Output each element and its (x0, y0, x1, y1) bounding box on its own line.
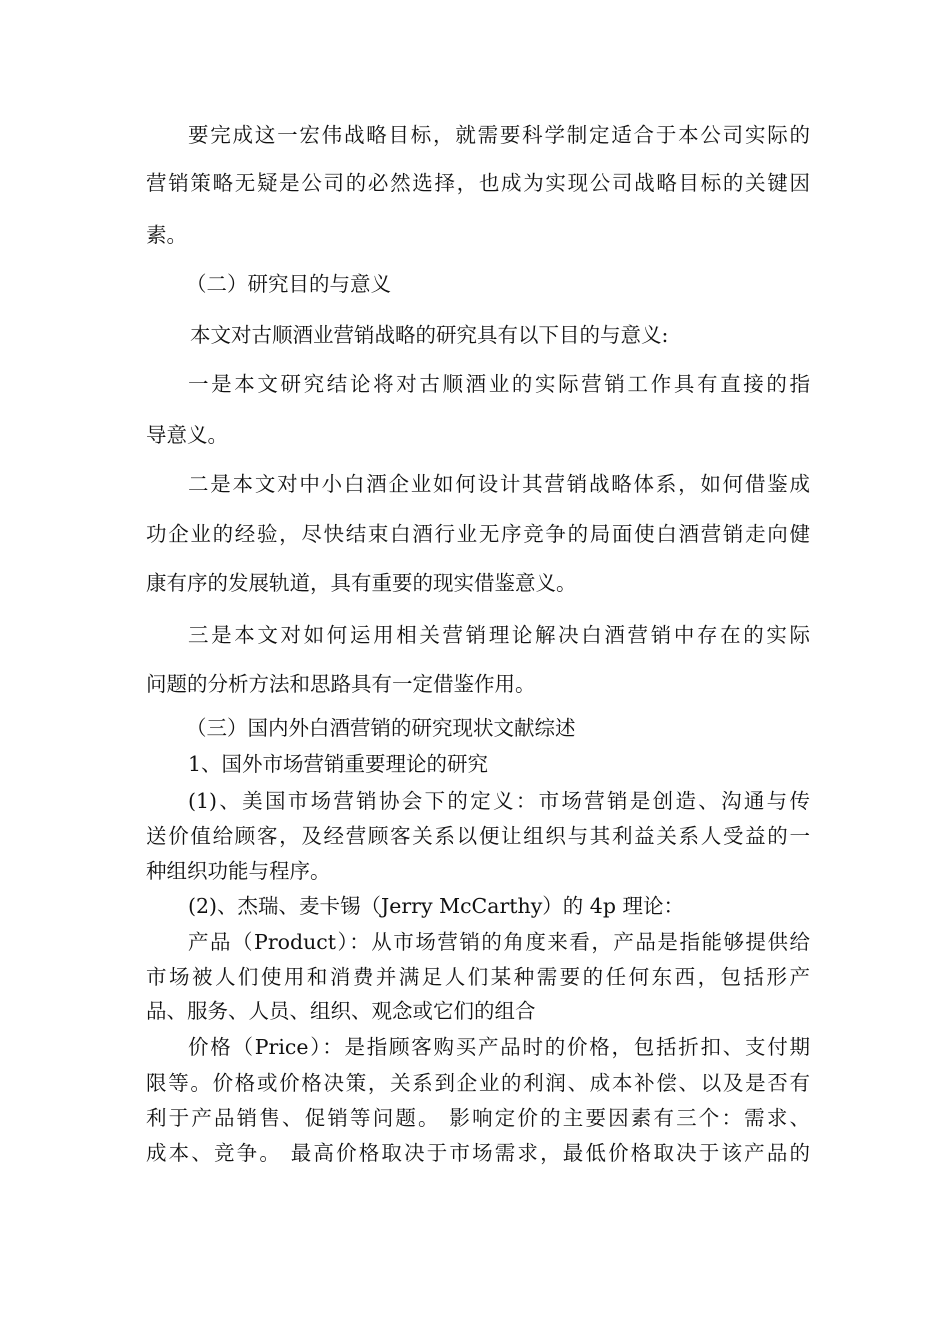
text-line: 二是本文对中小白酒企业如何设计其营销战略体系，如何借鉴成 (188, 472, 810, 496)
text-line: 品、服务、人员、组织、观念或它们的组合 (146, 999, 536, 1023)
subsection-heading: 1、国外市场营销重要理论的研究 (188, 752, 489, 776)
text-line: 问题的分析方法和思路具有一定借鉴作用。 (146, 672, 536, 696)
text-line: 康有序的发展轨道，具有重要的现实借鉴意义。 (146, 571, 577, 595)
text-line: (1)、美国市场营销协会下的定义：市场营销是创造、沟通与传 (188, 789, 810, 813)
text-line: 三是本文对如何运用相关营销理论解决白酒营销中存在的实际 (188, 623, 810, 647)
text-line: 功企业的经验，尽快结束白酒行业无序竞争的局面使白酒营销走向健 (146, 522, 810, 546)
section-heading: （三）国内外白酒营销的研究现状文献综述 (186, 716, 576, 740)
text-line: (2)、杰瑞、麦卡锡（Jerry McCarthy）的 4p 理论： (188, 894, 684, 918)
text-line: 一是本文研究结论将对古顺酒业的实际营销工作具有直接的指 (188, 372, 810, 396)
text-line: 要完成这一宏伟战略目标，就需要科学制定适合于本公司实际的 (188, 123, 810, 147)
text-line: 价格（Price）：是指顾客购买产品时的价格，包括折扣、支付期 (188, 1035, 810, 1059)
text-line: 成本、竞争。 最高价格取决于市场需求，最低价格取决于该产品的 (146, 1141, 810, 1165)
section-heading: （二）研究目的与意义 (186, 272, 391, 296)
text-line: 利于产品销售、促销等问题。 影响定价的主要因素有三个：需求、 (146, 1106, 810, 1130)
text-line: 本文对古顺酒业营销战略的研究具有以下目的与意义: (190, 323, 669, 347)
text-line: 素。 (146, 223, 187, 247)
text-line: 营销策略无疑是公司的必然选择，也成为实现公司战略目标的关键因 (146, 171, 810, 195)
text-line: 送价值给顾客，及经营顾客关系以便让组织与其利益关系人受益的一 (146, 824, 810, 848)
text-line: 市场被人们使用和消费并满足人们某种需要的任何东西，包括形产 (146, 965, 810, 989)
text-line: 种组织功能与程序。 (146, 859, 331, 883)
text-line: 产品（Product）：从市场营销的角度来看，产品是指能够提供给 (188, 930, 810, 954)
text-line: 导意义。 (146, 423, 228, 447)
text-line: 限等。价格或价格决策，关系到企业的利润、成本补偿、以及是否有 (146, 1071, 810, 1095)
